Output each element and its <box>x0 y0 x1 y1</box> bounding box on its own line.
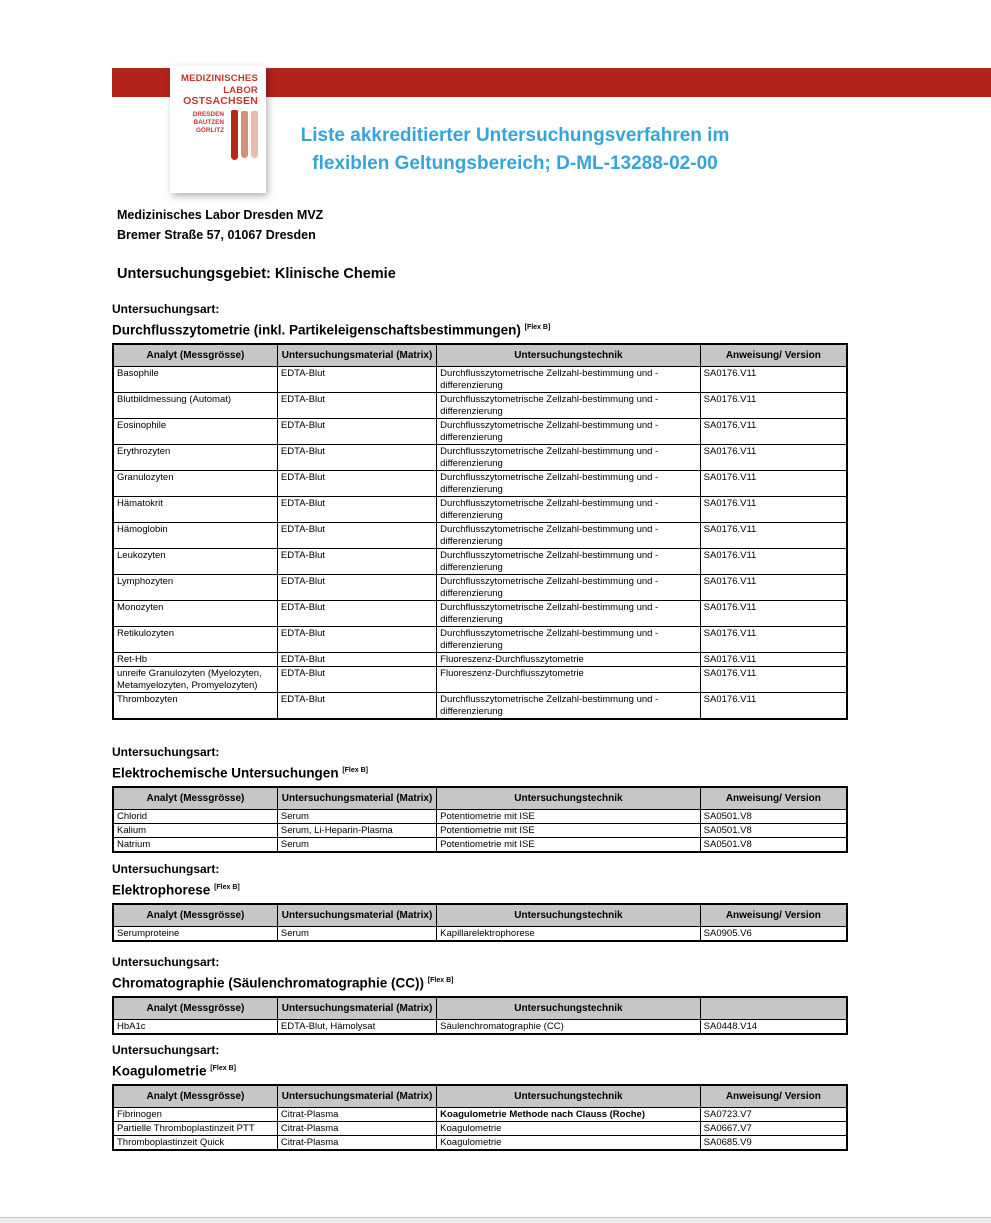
column-header: Analyt (Messgrösse) <box>113 1085 277 1108</box>
cell-analyt: Monozyten <box>113 600 277 626</box>
table-row <box>113 809 847 823</box>
cell-anweisung: SA0176.V11 <box>700 470 847 496</box>
cell-material: EDTA-Blut <box>277 444 436 470</box>
column-header: Untersuchungsmaterial (Matrix) <box>277 1085 436 1108</box>
table-row <box>113 666 847 692</box>
cell-technik: Kapillarelektrophorese <box>437 926 701 941</box>
cell-analyt: Thrombozyten <box>113 692 277 719</box>
cell-material: Serum <box>277 837 436 852</box>
untersuchungsart-label: Untersuchungsart: <box>112 745 220 759</box>
column-header: Untersuchungstechnik <box>437 344 701 367</box>
cell-anweisung: SA0448.V14 <box>700 1019 847 1034</box>
cell-anweisung: SA0723.V7 <box>700 1107 847 1121</box>
cell-analyt: Ret-Hb <box>113 652 277 666</box>
cell-analyt: unreife Granulozyten (Myelozyten, Metamyelozyten, Promyelozyten) <box>113 666 277 692</box>
table-row <box>113 626 847 652</box>
document-title <box>265 122 765 178</box>
table-row <box>113 1135 847 1150</box>
cell-technik: Potentiometrie mit ISE <box>437 823 701 837</box>
cell-material: EDTA-Blut <box>277 522 436 548</box>
document-title-line: flexiblen Geltungsbereich; D-ML-13288-02-00 <box>312 153 718 174</box>
cell-analyt: Eosinophile <box>113 418 277 444</box>
logo-city: BAUTZEN <box>193 118 224 126</box>
cell-anweisung: SA0501.V8 <box>700 823 847 837</box>
cell-analyt: Partielle Thromboplastinzeit PTT <box>113 1121 277 1135</box>
untersuchungsart-section <box>112 1043 848 1151</box>
logo-line: OSTSACHSEN <box>183 95 258 107</box>
cell-material: EDTA-Blut <box>277 548 436 574</box>
cell-anweisung: SA0176.V11 <box>700 574 847 600</box>
cell-analyt: Chlorid <box>113 809 277 823</box>
logo-cities <box>193 110 224 160</box>
cell-technik: Potentiometrie mit ISE <box>437 809 701 823</box>
table-header-row <box>113 1085 847 1108</box>
cell-technik: Durchflusszytometrische Zellzahl-bestimmung und -differenzierung <box>437 692 701 719</box>
cell-anweisung: SA0176.V11 <box>700 600 847 626</box>
cell-anweisung: SA0176.V11 <box>700 522 847 548</box>
cell-material: EDTA-Blut <box>277 600 436 626</box>
cell-material: EDTA-Blut <box>277 470 436 496</box>
cell-technik: Fluoreszenz-Durchflusszytometrie <box>437 652 701 666</box>
cell-anweisung: SA0176.V11 <box>700 652 847 666</box>
cell-analyt: Erythrozyten <box>113 444 277 470</box>
table-row <box>113 548 847 574</box>
section-title <box>112 972 848 992</box>
cell-technik: Potentiometrie mit ISE <box>437 837 701 852</box>
column-header: Anweisung/ Version <box>700 904 847 927</box>
table-row <box>113 837 847 852</box>
table-row <box>113 823 847 837</box>
cell-technik: Durchflusszytometrische Zellzahl-bestimmung und -differenzierung <box>437 548 701 574</box>
cell-analyt: Kalium <box>113 823 277 837</box>
flex-b-superscript: [Flex B] <box>342 767 368 774</box>
section-title <box>112 879 848 899</box>
methods-table <box>112 903 848 942</box>
cell-analyt: Granulozyten <box>113 470 277 496</box>
column-header <box>700 997 847 1020</box>
table-row <box>113 522 847 548</box>
section-title <box>112 762 848 782</box>
cell-anweisung: SA0501.V8 <box>700 837 847 852</box>
cell-material: Serum <box>277 926 436 941</box>
table-row <box>113 418 847 444</box>
cell-anweisung: SA0176.V11 <box>700 496 847 522</box>
untersuchungsart-section <box>112 862 848 942</box>
logo-line: LABOR <box>223 84 258 96</box>
untersuchungsart-section <box>112 955 848 1035</box>
cell-anweisung: SA0176.V11 <box>700 392 847 418</box>
test-tubes-icon <box>228 110 258 160</box>
cell-analyt: Natrium <box>113 837 277 852</box>
org-address: Bremer Straße 57, 01067 Dresden <box>117 228 316 242</box>
section-title-text: Durchflusszytometrie (inkl. Partikeleigenschaftsbestimmungen) <box>112 322 521 338</box>
table-row <box>113 574 847 600</box>
cell-technik: Durchflusszytometrische Zellzahl-bestimmung und -differenzierung <box>437 496 701 522</box>
cell-analyt: Basophile <box>113 366 277 392</box>
column-header: Anweisung/ Version <box>700 344 847 367</box>
logo-city: DRESDEN <box>192 110 224 118</box>
cell-analyt: Hämatokrit <box>113 496 277 522</box>
table-row <box>113 692 847 719</box>
cell-anweisung: SA0176.V11 <box>700 692 847 719</box>
column-header: Untersuchungstechnik <box>437 1085 701 1108</box>
cell-analyt: Thromboplastinzeit Quick <box>113 1135 277 1150</box>
cell-analyt: Fibrinogen <box>113 1107 277 1121</box>
table-row <box>113 652 847 666</box>
cell-technik: Durchflusszytometrische Zellzahl-bestimmung und -differenzierung <box>437 366 701 392</box>
methods-table <box>112 343 848 720</box>
cell-material: EDTA-Blut <box>277 652 436 666</box>
untersuchungsart-label: Untersuchungsart: <box>112 302 220 316</box>
cell-anweisung: SA0501.V8 <box>700 809 847 823</box>
table-header-row <box>113 997 847 1020</box>
org-address-block <box>117 205 323 245</box>
table-row <box>113 600 847 626</box>
column-header: Anweisung/ Version <box>700 787 847 810</box>
column-header: Analyt (Messgrösse) <box>113 344 277 367</box>
cell-material: EDTA-Blut <box>277 392 436 418</box>
column-header: Anweisung/ Version <box>700 1085 847 1108</box>
column-header: Untersuchungstechnik <box>437 787 701 810</box>
cell-material: Citrat-Plasma <box>277 1135 436 1150</box>
cell-anweisung: SA0176.V11 <box>700 626 847 652</box>
untersuchungsart-section <box>112 745 848 853</box>
cell-technik: Durchflusszytometrische Zellzahl-bestimmung und -differenzierung <box>437 470 701 496</box>
cell-technik: Durchflusszytometrische Zellzahl-bestimmung und -differenzierung <box>437 600 701 626</box>
cell-anweisung: SA0667.V7 <box>700 1121 847 1135</box>
cell-anweisung: SA0176.V11 <box>700 366 847 392</box>
methods-table <box>112 786 848 853</box>
methods-table <box>112 996 848 1035</box>
cell-technik: Säulenchromatographie (CC) <box>437 1019 701 1034</box>
examination-area-heading: Untersuchungsgebiet: Klinische Chemie <box>117 266 396 282</box>
cell-material: EDTA-Blut, Hämolysat <box>277 1019 436 1034</box>
section-title <box>112 319 848 339</box>
logo-bottom <box>176 110 258 160</box>
table-row <box>113 496 847 522</box>
cell-material: EDTA-Blut <box>277 418 436 444</box>
table-header-row <box>113 787 847 810</box>
cell-analyt: Hämoglobin <box>113 522 277 548</box>
table-row <box>113 444 847 470</box>
cell-technik: Koagulometrie <box>437 1121 701 1135</box>
cell-analyt: Lymphozyten <box>113 574 277 600</box>
logo-wordmark <box>176 73 258 108</box>
table-row <box>113 1121 847 1135</box>
table-row <box>113 926 847 941</box>
cell-material: EDTA-Blut <box>277 496 436 522</box>
table-row <box>113 1019 847 1034</box>
cell-technik: Durchflusszytometrische Zellzahl-bestimmung und -differenzierung <box>437 626 701 652</box>
methods-table <box>112 1084 848 1151</box>
cell-anweisung: SA0176.V11 <box>700 548 847 574</box>
cell-analyt: Retikulozyten <box>113 626 277 652</box>
cell-analyt: Blutbildmessung (Automat) <box>113 392 277 418</box>
column-header: Untersuchungstechnik <box>437 904 701 927</box>
test-tube-dark <box>231 110 238 160</box>
flex-b-superscript: [Flex B] <box>427 977 454 984</box>
document-title-line: Liste akkreditierter Untersuchungsverfahren im <box>300 125 730 146</box>
untersuchungsart-label: Untersuchungsart: <box>112 862 220 876</box>
section-title-text: Elektrochemische Untersuchungen <box>112 765 339 781</box>
cell-material: EDTA-Blut <box>277 666 436 692</box>
cell-technik: Fluoreszenz-Durchflusszytometrie <box>437 666 701 692</box>
cell-analyt: Serumproteine <box>113 926 277 941</box>
lab-logo <box>170 66 266 193</box>
section-title-text: Elektrophorese <box>112 882 211 898</box>
table-row <box>113 470 847 496</box>
column-header: Analyt (Messgrösse) <box>113 904 277 927</box>
logo-line: MEDIZINISCHES <box>180 73 258 84</box>
table-header-row <box>113 344 847 367</box>
column-header: Analyt (Messgrösse) <box>113 997 277 1020</box>
flex-b-superscript: [Flex B] <box>214 884 240 891</box>
cell-technik: Durchflusszytometrische Zellzahl-bestimmung und -differenzierung <box>437 418 701 444</box>
untersuchungsart-label: Untersuchungsart: <box>112 955 220 969</box>
cell-technik: Durchflusszytometrische Zellzahl-bestimmung und -differenzierung <box>437 522 701 548</box>
cell-material: Serum, Li-Heparin-Plasma <box>277 823 436 837</box>
section-title <box>112 1060 848 1080</box>
test-tube-medium <box>241 111 248 158</box>
cell-technik: Durchflusszytometrische Zellzahl-bestimmung und -differenzierung <box>437 392 701 418</box>
column-header: Untersuchungstechnik <box>437 997 701 1020</box>
flex-b-superscript: [Flex B] <box>210 1065 236 1072</box>
cell-material: EDTA-Blut <box>277 574 436 600</box>
table-row <box>113 392 847 418</box>
cell-technik: Koagulometrie <box>437 1135 701 1150</box>
cell-material: EDTA-Blut <box>277 366 436 392</box>
section-title-text: Koagulometrie <box>112 1063 207 1079</box>
table-row <box>113 366 847 392</box>
test-tube-light <box>251 111 258 158</box>
cell-anweisung: SA0176.V11 <box>700 444 847 470</box>
cell-technik: Durchflusszytometrische Zellzahl-bestimmung und -differenzierung <box>437 574 701 600</box>
cell-analyt: HbA1c <box>113 1019 277 1034</box>
org-name: Medizinisches Labor Dresden MVZ <box>117 208 324 222</box>
cell-anweisung: SA0176.V11 <box>700 666 847 692</box>
untersuchungsart-section <box>112 302 848 720</box>
cell-technik: Durchflusszytometrische Zellzahl-bestimmung und -differenzierung <box>437 444 701 470</box>
column-header: Untersuchungsmaterial (Matrix) <box>277 904 436 927</box>
column-header: Analyt (Messgrösse) <box>113 787 277 810</box>
cell-material: EDTA-Blut <box>277 692 436 719</box>
cell-anweisung: SA0905.V6 <box>700 926 847 941</box>
table-row <box>113 1107 847 1121</box>
cell-technik: Koagulometrie Methode nach Clauss (Roche) <box>437 1107 701 1121</box>
cell-anweisung: SA0685.V9 <box>700 1135 847 1150</box>
cell-material: Serum <box>277 809 436 823</box>
column-header: Untersuchungsmaterial (Matrix) <box>277 344 436 367</box>
cell-material: Citrat-Plasma <box>277 1107 436 1121</box>
section-title-text: Chromatographie (Säulenchromatographie (CC)) <box>112 975 425 991</box>
flex-b-superscript: [Flex B] <box>524 324 551 331</box>
column-header: Untersuchungsmaterial (Matrix) <box>277 997 436 1020</box>
logo-city: GÖRLITZ <box>195 126 224 134</box>
untersuchungsart-label: Untersuchungsart: <box>112 1043 220 1057</box>
page-bottom-strip <box>0 1217 991 1223</box>
column-header: Untersuchungsmaterial (Matrix) <box>277 787 436 810</box>
table-header-row <box>113 904 847 927</box>
cell-anweisung: SA0176.V11 <box>700 418 847 444</box>
cell-material: EDTA-Blut <box>277 626 436 652</box>
cell-analyt: Leukozyten <box>113 548 277 574</box>
cell-material: Citrat-Plasma <box>277 1121 436 1135</box>
